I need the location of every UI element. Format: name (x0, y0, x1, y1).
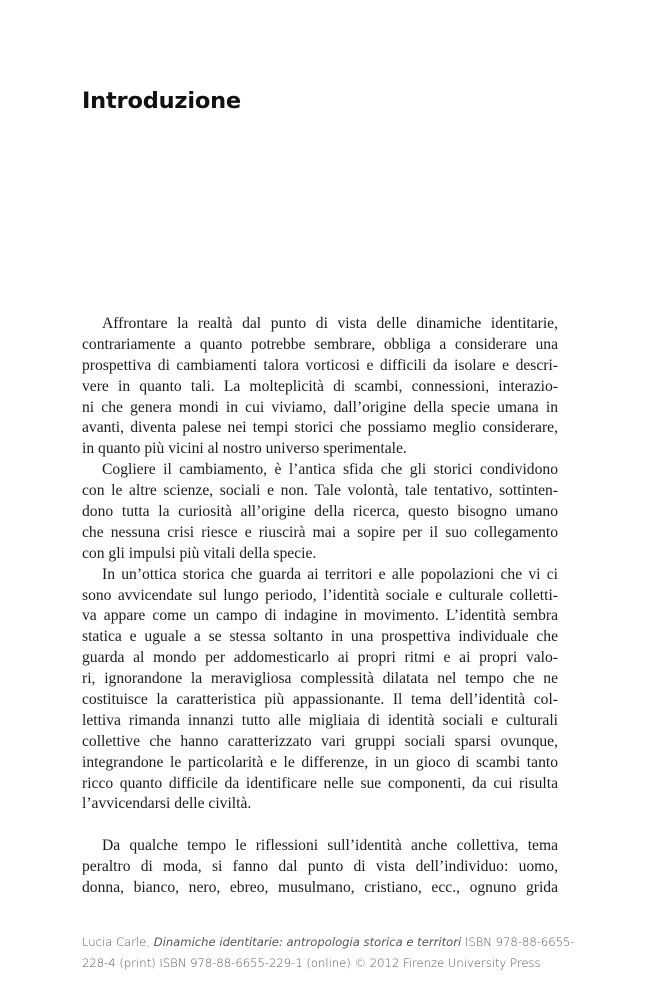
text-line: collettive che hanno caratterizzato vari gruppi sociali sparsi ovunque, (82, 732, 558, 750)
body-text (82, 314, 558, 899)
footer-isbn-print: ISBN 978-88-6655- (464, 935, 575, 949)
footer-line (82, 932, 575, 953)
text-line: integrandone le particolarità e le differenze, in un gioco di scambi tanto (82, 753, 558, 771)
text-line: Affrontare la realtà dal punto di vista delle dinamiche identitarie, (102, 315, 558, 332)
text-line: dono tutta la curiosità all’origine della ricerca, questo bisogno umano (82, 503, 558, 521)
text-line: ni che genera mondi in cui viviamo, dall’origine della specie umana in (82, 398, 558, 416)
text-line: In un’ottica storica che guarda ai territori e alle popolazioni che vi ci (102, 565, 558, 583)
footer-line: 228-4 (print) ISBN 978-88-6655-229-1 (online) © 2012 Firenze University Press (82, 956, 541, 970)
text-line: ri, ignorandone la meravigliosa complessità dilatata nel tempo che ne (82, 670, 558, 688)
footer-book-title: Dinamiche identitarie: antropologia storica e territori (153, 935, 462, 949)
text-line: statica e uguale a se stessa soltanto in una prospettiva individuale che (82, 628, 558, 646)
text-line: lettiva rimanda innanzi tutto alle migliaia di identità sociali e culturali (82, 711, 558, 729)
text-line: peraltro di moda, si fanno dal punto di vista dell’individuo: uomo, (82, 858, 558, 876)
page-title: Introduzione (82, 88, 241, 114)
text-line: in quanto più vicini al nostro universo sperimentale. (82, 440, 407, 458)
text-line: Cogliere il cambiamento, è l’antica sfida che gli storici condividono (102, 461, 558, 479)
text-line: Da qualche tempo le riflessioni sull’identità anche collettiva, tema (102, 837, 558, 855)
text-line: contrariamente a quanto potrebbe sembrare, obbliga a considerare una (82, 335, 558, 353)
footer-author: Lucia Carle, (82, 935, 150, 949)
text-line: donna, bianco, nero, ebreo, musulmano, cristiano, ecc., ognuno grida (82, 879, 558, 897)
text-line: costituisce la caratteristica più appassionante. Il tema dell’identità col- (82, 691, 558, 709)
citation-footer (82, 932, 575, 974)
text-line: che nessuna crisi riesce e riuscirà mai a sopire per il suo collegamento (82, 523, 558, 541)
text-line: ricco quanto difficile da identificare nelle sue componenti, da cui risulta (82, 774, 558, 792)
text-line: guarda al mondo per addomesticarlo ai propri ritmi e ai propri valo- (82, 649, 558, 667)
text-line: sono avvicendate sul lungo periodo, l’identità sociale e culturale colletti- (82, 586, 558, 604)
paragraph-gap (82, 815, 558, 836)
text-line: l’avvicendarsi delle civiltà. (82, 795, 252, 813)
text-line: va appare come un campo di indagine in movimento. L’identità sembra (82, 607, 558, 625)
text-line: con gli impulsi più vitali della specie. (82, 544, 317, 562)
text-line: vere in quanto tali. La molteplicità di scambi, connessioni, interazio- (82, 377, 558, 395)
text-line: con le altre scienze, sociali e non. Tale volontà, tale tentativo, sottinten- (82, 482, 558, 500)
text-line: avanti, diventa palese nei tempi storici che possiamo meglio considerare, (82, 419, 558, 437)
text-line: prospettiva di cambiamenti talora vorticosi e difficili da isolare e descri- (82, 356, 558, 374)
